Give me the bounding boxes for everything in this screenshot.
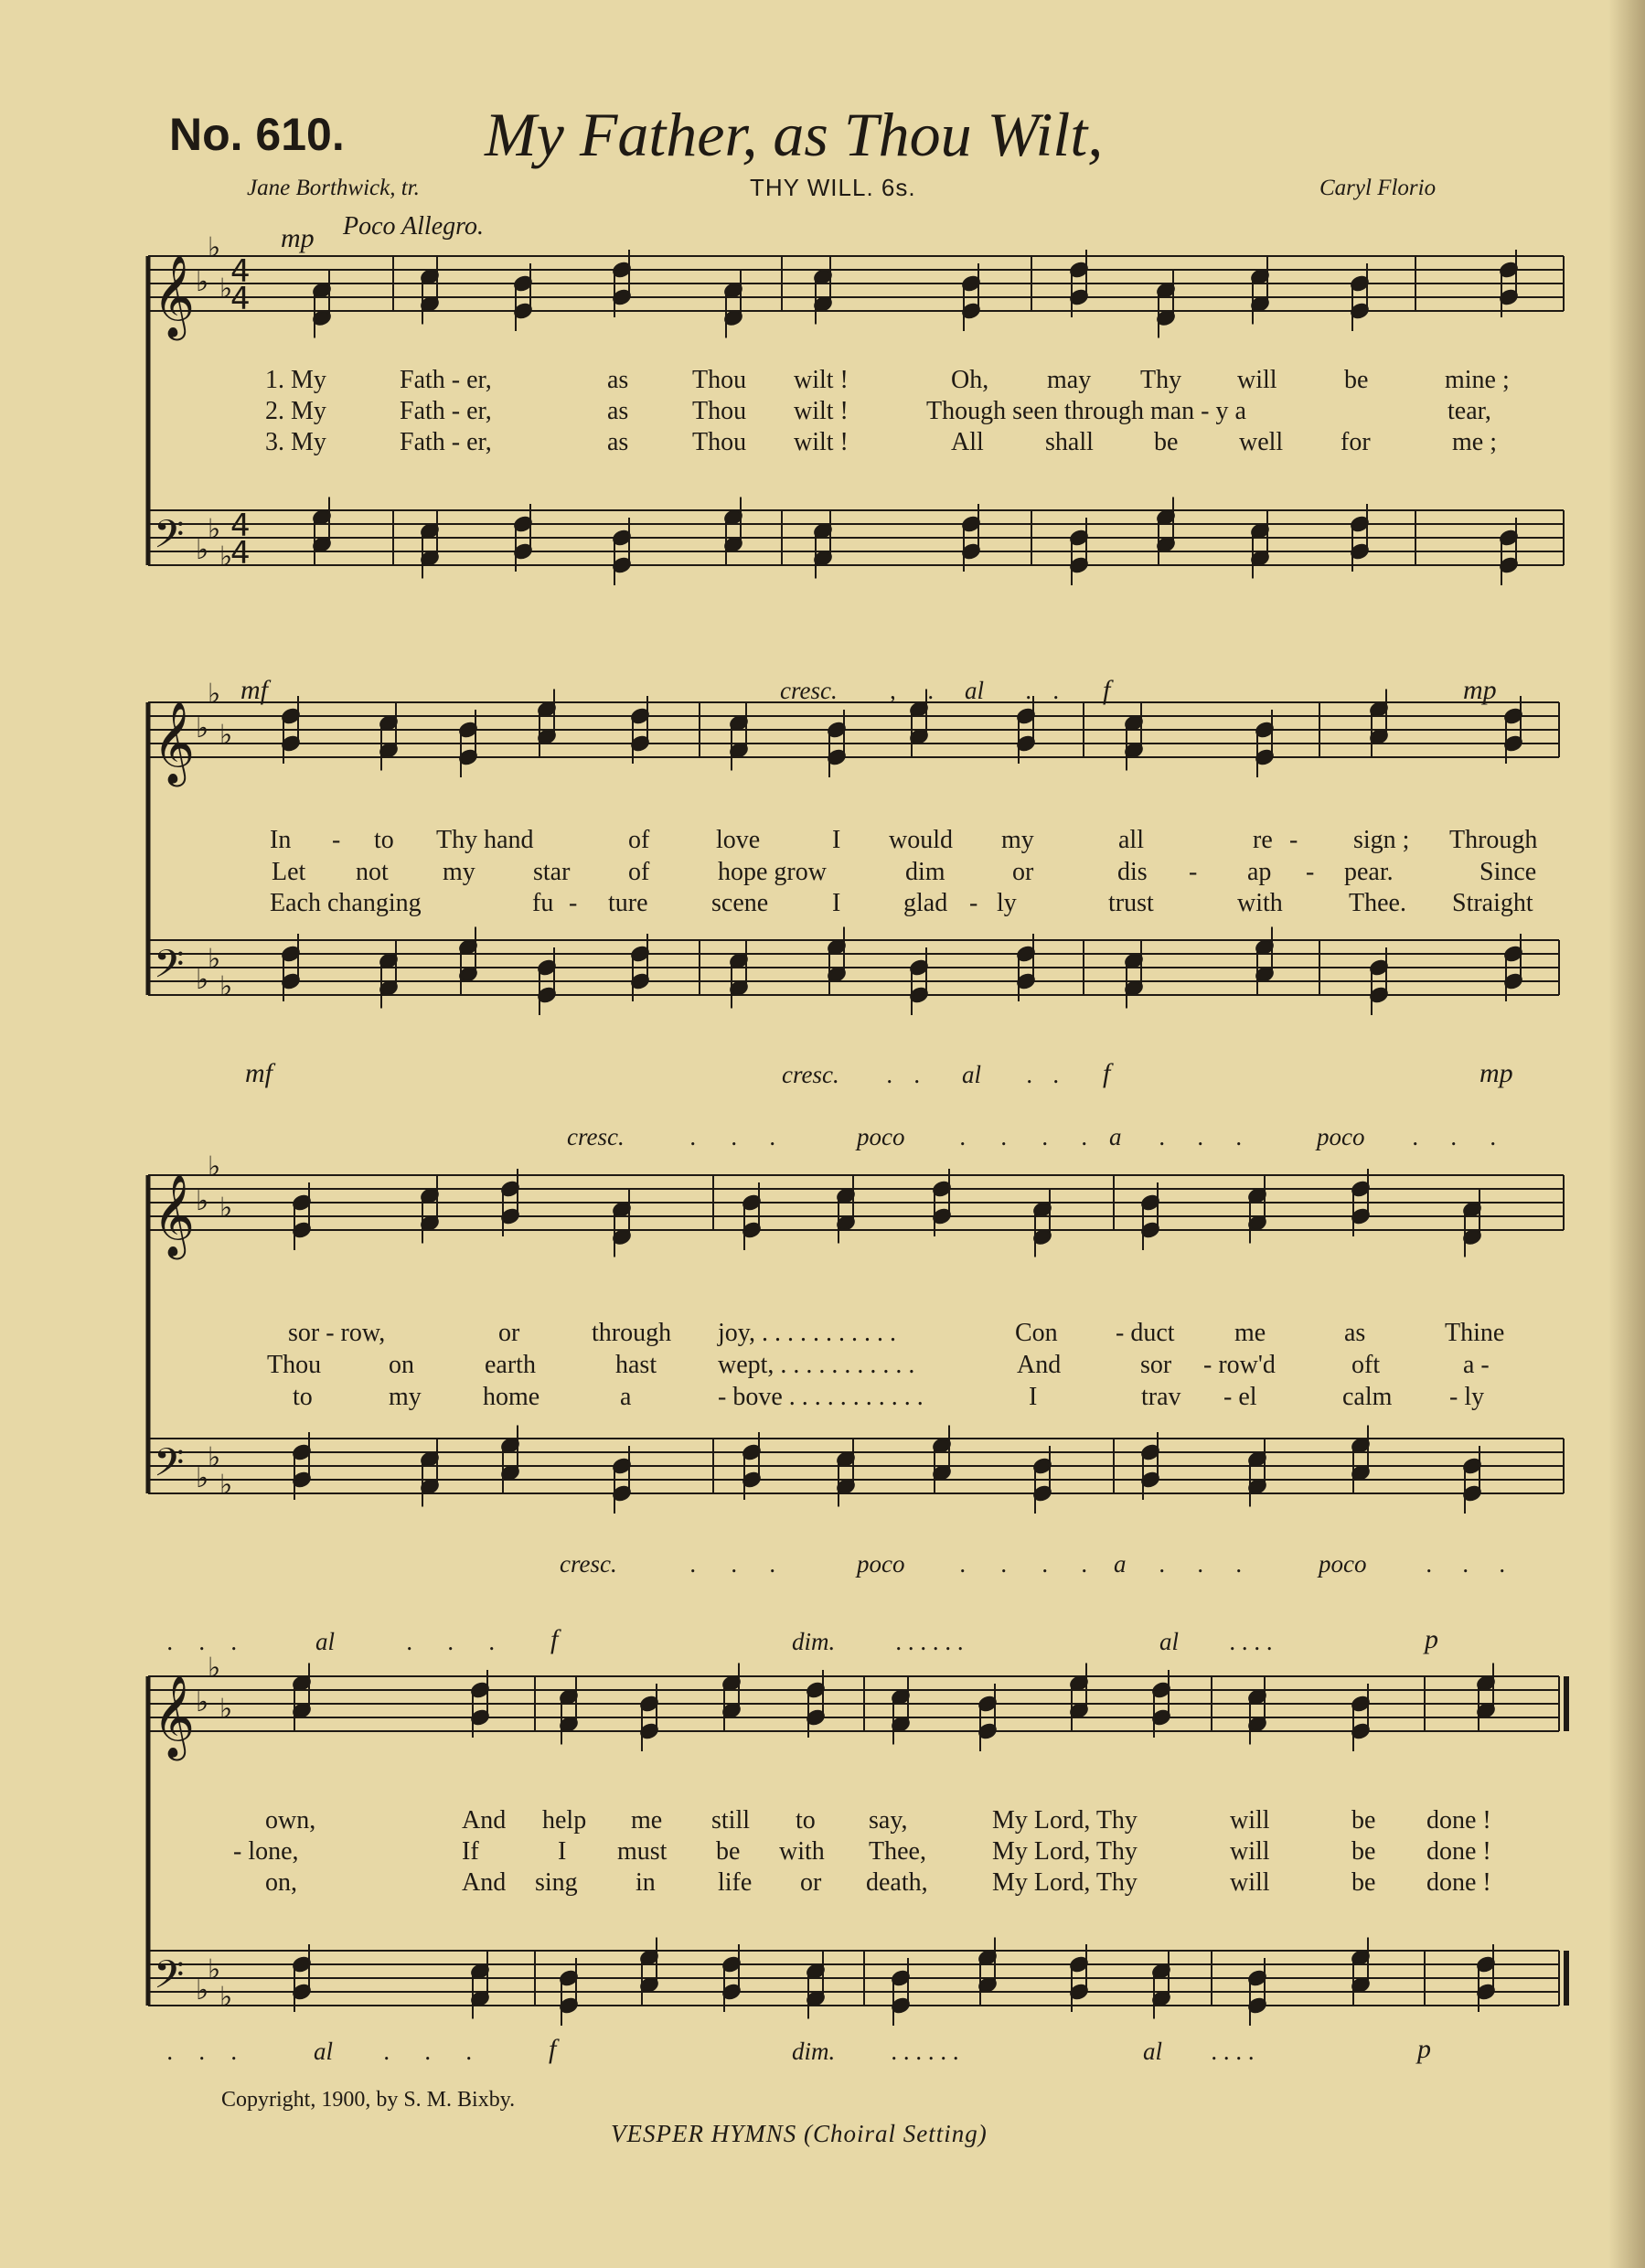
expression-marking: al (315, 1628, 336, 1655)
lyric-line-verse-1 (0, 1806, 1645, 1837)
lyric-syllable: dim (905, 858, 945, 886)
expression-marking: . (448, 1628, 454, 1655)
expression-marking: dim. (792, 2038, 836, 2065)
expression-marking: . (231, 2038, 238, 2065)
expression-marking: al (965, 677, 985, 704)
expression-marking: . (887, 1061, 893, 1088)
lyric-syllable: my (1001, 826, 1034, 854)
bass-clef: 𝄢 (154, 942, 185, 997)
lyric-syllable: me ; (1452, 428, 1497, 456)
expression-marking: . (1026, 677, 1032, 704)
lyric-syllable: Fath - er, (400, 366, 492, 394)
lyric-syllable: - row'd (1203, 1351, 1276, 1379)
lyric-syllable: - (569, 889, 578, 917)
lyric-syllable: well (1239, 428, 1284, 456)
lyric-syllable: hast (615, 1351, 657, 1379)
lyric-syllable: ture (608, 889, 648, 917)
lyric-syllable: Thy hand (436, 826, 534, 854)
lyric-line-verse-3 (0, 889, 1645, 920)
expression-marking: . (770, 1550, 776, 1578)
expression-marking: poco (1317, 1123, 1365, 1150)
lyric-syllable: - (1189, 858, 1198, 886)
flat-sign: ♭ (219, 719, 233, 752)
flat-sign: ♭ (208, 943, 221, 976)
lyric-syllable: Thine (1445, 1319, 1505, 1347)
lyric-syllable: of (628, 858, 650, 886)
lyric-syllable: earth (485, 1351, 536, 1379)
lyric-syllable: or (498, 1319, 520, 1347)
expression-marking: . (960, 1123, 967, 1150)
lyric-syllable: will (1237, 366, 1277, 394)
dynamic-marking: f (1103, 1058, 1111, 1088)
lyric-line-verse-2 (0, 397, 1645, 428)
lyric-syllable: 2. My (265, 397, 326, 425)
expression-marking: cresc. (567, 1123, 625, 1150)
flat-sign: ♭ (196, 1974, 209, 2006)
lyric-syllable: Straight (1452, 889, 1533, 917)
lyric-syllable: My Lord, Thy (992, 1806, 1138, 1835)
treble-clef: 𝄞 (153, 255, 196, 337)
lyric-syllable: - duct (1116, 1319, 1175, 1347)
lyric-syllable: done ! (1426, 1868, 1491, 1897)
expression-marking: . . . . (1230, 1628, 1274, 1655)
lyric-line-verse-3 (0, 1383, 1645, 1414)
lyric-syllable: - lone, (233, 1837, 299, 1866)
lyric-line-verse-3 (0, 1868, 1645, 1899)
lyric-syllable: ap (1247, 858, 1272, 886)
dynamic-marking: mp (1463, 675, 1497, 705)
flat-sign: ♭ (196, 1185, 209, 1217)
copyright-notice: Copyright, 1900, by S. M. Bixby. (221, 2088, 516, 2112)
expression-marking: . (1042, 1123, 1049, 1150)
lyric-syllable: be (716, 1837, 741, 1866)
flat-sign: ♭ (208, 1652, 221, 1685)
expression-marking: cresc. (782, 1061, 839, 1088)
lyric-syllable: - ly (1449, 1383, 1485, 1411)
tune-name: THY WILL. 6s. (750, 174, 916, 201)
lyric-syllable: pear. (1344, 858, 1394, 886)
lyric-syllable: And (1017, 1351, 1062, 1379)
lyric-author: Jane Borthwick, tr. (247, 176, 420, 200)
flat-sign: ♭ (196, 1686, 209, 1718)
lyric-syllable: a - (1463, 1351, 1490, 1379)
expression-marking: . (1159, 1550, 1166, 1578)
flat-sign: ♭ (196, 266, 209, 298)
lyric-syllable: with (1237, 889, 1283, 917)
lyric-syllable: my (443, 858, 475, 886)
lyric-syllable: or (1012, 858, 1034, 886)
lyric-syllable: Thou (692, 366, 747, 394)
lyric-syllable: me (1234, 1319, 1266, 1347)
lyric-syllable: with (779, 1837, 825, 1866)
lyric-syllable: Thy (1140, 366, 1182, 394)
lyric-syllable: - (1289, 826, 1298, 854)
lyric-syllable: to (293, 1383, 313, 1411)
lyric-syllable: be (1351, 1868, 1376, 1897)
lyric-syllable: - el (1223, 1383, 1257, 1411)
expression-marking: . (1236, 1550, 1243, 1578)
lyric-syllable: - (969, 889, 978, 917)
dynamic-marking: p (1425, 1624, 1438, 1654)
expression-marking: . (1082, 1123, 1088, 1150)
lyric-syllable: my (389, 1383, 422, 1411)
flat-sign: ♭ (208, 678, 221, 711)
expression-marking: , (890, 677, 896, 704)
expression-marking: poco (857, 1123, 905, 1150)
flat-sign: ♭ (208, 231, 221, 264)
lyric-syllable: sing (535, 1868, 578, 1897)
lyric-syllable: wilt ! (794, 366, 849, 394)
expression-marking: . (1001, 1550, 1008, 1578)
lyric-syllable: 3. My (265, 428, 326, 456)
expression-marking: . (1426, 1550, 1433, 1578)
lyric-syllable: Con (1015, 1319, 1058, 1347)
lyric-syllable: Though seen through man - y a (926, 397, 1246, 425)
lyric-syllable: sign ; (1353, 826, 1410, 854)
flat-sign: ♭ (219, 1693, 233, 1726)
expression-marking: . (199, 1628, 206, 1655)
lyric-syllable: as (607, 366, 629, 394)
flat-sign: ♭ (219, 1469, 233, 1502)
lyric-syllable: wilt ! (794, 428, 849, 456)
lyric-syllable: done ! (1426, 1837, 1491, 1866)
expression-marking: . (1001, 1123, 1008, 1150)
lyric-syllable: Thou (692, 397, 747, 425)
hymn-title: My Father, as Thou Wilt, (485, 100, 1104, 169)
dynamic-marking: mf (240, 675, 268, 705)
lyric-syllable: Thee. (1349, 889, 1406, 917)
lyric-line-verse-1 (0, 826, 1645, 857)
lyric-syllable: help (542, 1806, 587, 1835)
lyric-syllable: wilt ! (794, 397, 849, 425)
flat-sign: ♭ (196, 534, 209, 566)
expression-marking: poco (1319, 1550, 1367, 1578)
lyric-syllable: still (711, 1806, 751, 1835)
lyric-syllable: I (832, 889, 841, 917)
expression-marking: . . . . . . (896, 1628, 965, 1655)
expression-marking: . (384, 2038, 390, 2065)
lyric-syllable: say, (869, 1806, 908, 1835)
lyric-syllable: as (1344, 1319, 1366, 1347)
expression-marking: . (1198, 1550, 1204, 1578)
lyric-line-verse-1 (0, 366, 1645, 397)
expression-marking: . (1413, 1123, 1419, 1150)
dynamic-marking: mp (281, 223, 315, 253)
lyric-syllable: love (716, 826, 761, 854)
dynamic-marking: f (1103, 675, 1111, 705)
lyric-syllable: will (1230, 1868, 1270, 1897)
lyric-syllable: trust (1108, 889, 1154, 917)
lyric-syllable: may (1047, 366, 1092, 394)
lyric-syllable: a (620, 1383, 632, 1411)
lyric-syllable: - (1306, 858, 1315, 886)
lyric-syllable: mine ; (1445, 366, 1510, 394)
lyric-line-verse-3 (0, 428, 1645, 459)
expression-marking: . (1053, 677, 1060, 704)
lyric-syllable: My Lord, Thy (992, 1837, 1138, 1866)
expression-marking: . (1463, 1550, 1469, 1578)
lyric-syllable: oft (1351, 1351, 1381, 1379)
expression-marking: a (1114, 1550, 1127, 1578)
expression-marking: . (489, 1628, 496, 1655)
lyric-syllable: Thou (692, 428, 747, 456)
composer: Caryl Florio (1319, 176, 1437, 200)
lyric-syllable: Fath - er, (400, 428, 492, 456)
lyric-syllable: on, (265, 1868, 297, 1897)
expression-marking: al (314, 2038, 334, 2065)
lyric-syllable: be (1154, 428, 1179, 456)
lyric-syllable: life (718, 1868, 753, 1897)
dynamic-marking: p (1417, 2034, 1431, 2064)
lyric-syllable: Through (1449, 826, 1538, 854)
lyric-syllable: would (889, 826, 953, 854)
lyric-syllable: scene (711, 889, 769, 917)
lyric-syllable: glad (903, 889, 948, 917)
expression-marking: poco (857, 1550, 905, 1578)
lyric-syllable: Let (272, 858, 306, 886)
lyric-syllable: All (951, 428, 984, 456)
lyric-syllable: re (1253, 826, 1273, 854)
lyric-syllable: as (607, 397, 629, 425)
treble-clef: 𝄞 (153, 1675, 196, 1758)
dynamic-marking: f (549, 2034, 557, 2064)
lyric-syllable: If (462, 1837, 479, 1866)
expression-marking: al (1159, 1628, 1180, 1655)
expression-marking: cresc. (780, 677, 838, 704)
lyric-syllable: calm (1342, 1383, 1393, 1411)
flat-sign: ♭ (208, 1441, 221, 1474)
lyric-syllable: ly (997, 889, 1017, 917)
flat-sign: ♭ (196, 964, 209, 996)
hymn-number: No. 610. (169, 109, 345, 160)
lyric-syllable: I (1029, 1383, 1038, 1411)
lyric-syllable: dis (1117, 858, 1148, 886)
lyric-syllable: must (617, 1837, 668, 1866)
lyric-line-verse-2 (0, 1837, 1645, 1868)
lyric-syllable: will (1230, 1806, 1270, 1835)
lyric-syllable: Oh, (951, 366, 989, 394)
lyric-syllable: fu (532, 889, 554, 917)
lyric-syllable: will (1230, 1837, 1270, 1866)
expression-marking: . (690, 1123, 697, 1150)
expression-marking: . (1042, 1550, 1049, 1578)
expression-marking: . (1053, 1061, 1060, 1088)
expression-marking: . (690, 1550, 697, 1578)
bass-clef: 𝄢 (154, 1952, 185, 2007)
music-system-3 (0, 1125, 1645, 1509)
lyric-syllable: In (270, 826, 292, 854)
expression-marking: . (167, 1628, 174, 1655)
lyric-syllable: Since (1479, 858, 1537, 886)
flat-sign: ♭ (208, 1150, 221, 1183)
lyric-syllable: Thou (267, 1351, 322, 1379)
dynamic-marking: f (550, 1624, 559, 1654)
expression-marking: al (962, 1061, 982, 1088)
lyric-syllable: home (483, 1383, 540, 1411)
expression-marking: . . . . . . (892, 2038, 960, 2065)
flat-sign: ♭ (196, 1462, 209, 1494)
lyric-syllable: And (462, 1806, 507, 1835)
expression-marking: a (1109, 1123, 1122, 1150)
expression-marking: . (231, 1628, 238, 1655)
lyric-line-verse-1 (0, 1319, 1645, 1350)
lyric-syllable: 1. My (265, 366, 326, 394)
time-signature: 4 (230, 508, 251, 544)
lyric-syllable: hope grow (718, 858, 827, 886)
dynamic-marking: mp (1479, 1058, 1513, 1088)
dynamic-marking: mf (245, 1058, 272, 1088)
expression-marking: . (732, 1123, 738, 1150)
flat-sign: ♭ (219, 540, 233, 573)
lyric-syllable: me (631, 1806, 663, 1835)
lyric-syllable: - (332, 826, 341, 854)
lyric-syllable: all (1118, 826, 1144, 854)
lyric-syllable: of (628, 826, 650, 854)
lyric-syllable: or (800, 1868, 822, 1897)
expression-marking: . (1027, 1061, 1033, 1088)
lyric-syllable: be (1344, 366, 1369, 394)
expression-marking: . (1490, 1123, 1497, 1150)
lyric-syllable: Each changing (270, 889, 422, 917)
lyric-syllable: I (558, 1837, 567, 1866)
expression-marking: . (1159, 1123, 1166, 1150)
time-signature: 4 (230, 281, 251, 317)
expression-marking: . (425, 2038, 432, 2065)
expression-marking: . (1198, 1123, 1204, 1150)
lyric-syllable: be (1351, 1806, 1376, 1835)
lyric-syllable: tear, (1447, 397, 1491, 425)
expression-marking: . (732, 1550, 738, 1578)
lyric-syllable: death, (866, 1868, 928, 1897)
flat-sign: ♭ (208, 513, 221, 546)
treble-clef: 𝄞 (153, 1174, 196, 1257)
lyric-syllable: star (533, 858, 571, 886)
lyric-syllable: to (374, 826, 394, 854)
lyric-syllable: to (796, 1806, 816, 1835)
lyric-syllable: Fath - er, (400, 397, 492, 425)
expression-marking: . (466, 2038, 473, 2065)
flat-sign: ♭ (196, 712, 209, 744)
flat-sign: ♭ (219, 273, 233, 305)
lyric-syllable: through (592, 1319, 672, 1347)
expression-marking: . (167, 2038, 174, 2065)
time-signature: 4 (230, 253, 251, 290)
expression-marking: . (199, 2038, 206, 2065)
book-title-footer: VESPER HYMNS (Choiral Setting) (611, 2120, 988, 2147)
expression-marking: . (407, 1628, 413, 1655)
flat-sign: ♭ (208, 1953, 221, 1986)
lyric-syllable: own, (265, 1806, 316, 1835)
expression-marking: . (1236, 1123, 1243, 1150)
lyric-line-verse-2 (0, 1351, 1645, 1382)
expression-marking: . (928, 677, 935, 704)
expression-marking: . (770, 1123, 776, 1150)
lyric-syllable: not (356, 858, 389, 886)
lyric-syllable: for (1341, 428, 1371, 456)
flat-sign: ♭ (219, 970, 233, 1003)
lyric-syllable: And (462, 1868, 507, 1897)
expression-marking: . (914, 1061, 921, 1088)
lyric-syllable: sor - row, (288, 1319, 386, 1347)
expression-marking: . . . . (1212, 2038, 1255, 2065)
tempo-marking: Poco Allegro. (343, 212, 484, 241)
expression-marking: cresc. (560, 1550, 617, 1578)
expression-marking: . (1451, 1123, 1458, 1150)
lyric-syllable: Thee, (869, 1837, 926, 1866)
bass-clef: 𝄢 (154, 1440, 185, 1495)
lyric-syllable: - bove . . . . . . . . . . . (718, 1383, 924, 1411)
bass-clef: 𝄢 (154, 512, 185, 567)
flat-sign: ♭ (219, 1981, 233, 2014)
lyric-syllable: as (607, 428, 629, 456)
lyric-syllable: trav (1141, 1383, 1181, 1411)
expression-marking: . (960, 1550, 967, 1578)
lyric-syllable: wept, . . . . . . . . . . . (718, 1351, 915, 1379)
expression-marking: dim. (792, 1628, 836, 1655)
expression-marking: . (1500, 1550, 1506, 1578)
lyric-syllable: My Lord, Thy (992, 1868, 1138, 1897)
lyric-syllable: done ! (1426, 1806, 1491, 1835)
expression-marking: . (1082, 1550, 1088, 1578)
time-signature: 4 (230, 535, 251, 572)
lyric-syllable: be (1351, 1837, 1376, 1866)
lyric-syllable: shall (1045, 428, 1094, 456)
lyric-syllable: in (636, 1868, 656, 1897)
lyric-syllable: on (389, 1351, 414, 1379)
expression-marking: al (1143, 2038, 1163, 2065)
lyric-line-verse-2 (0, 858, 1645, 889)
flat-sign: ♭ (219, 1192, 233, 1225)
lyric-syllable: joy, . . . . . . . . . . . (718, 1319, 896, 1347)
lyric-syllable: I (832, 826, 841, 854)
lyric-syllable: sor (1140, 1351, 1172, 1379)
treble-clef: 𝄞 (153, 701, 196, 784)
